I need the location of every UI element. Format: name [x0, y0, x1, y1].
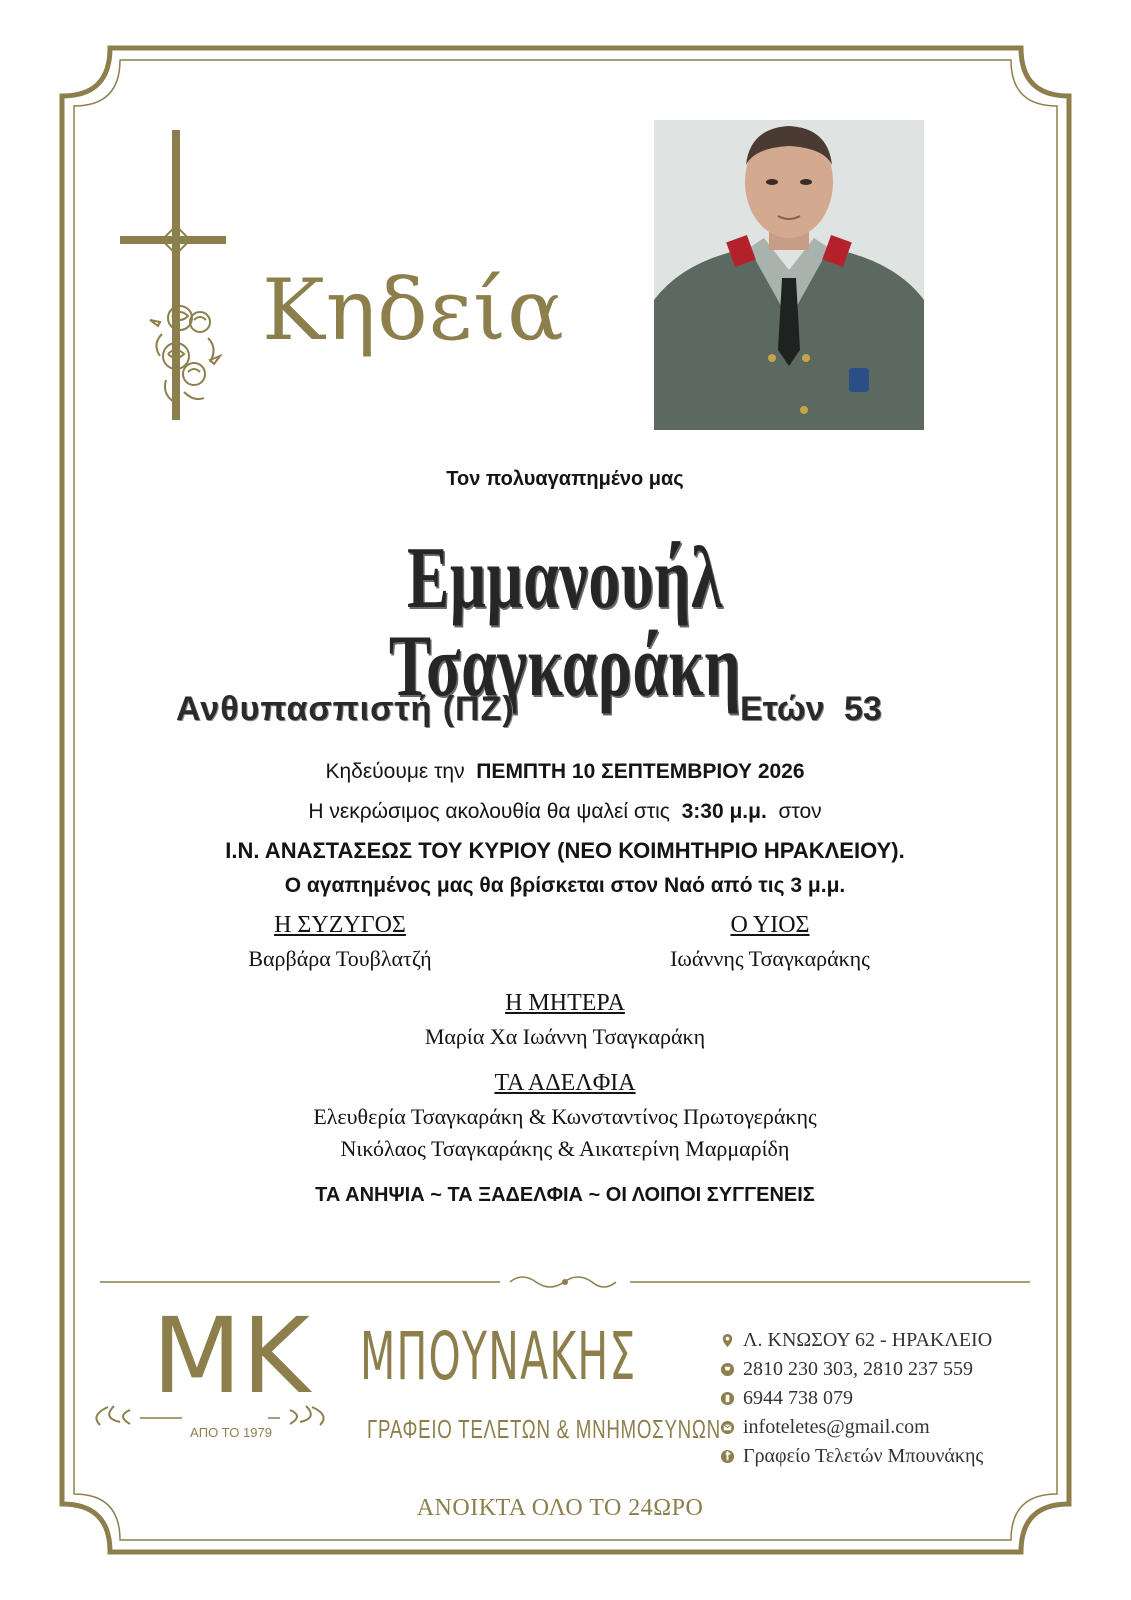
contact-address-text: Λ. ΚΝΩΣΟΥ 62 - ΗΡΑΚΛΕΙΟ [743, 1329, 993, 1351]
contact-facebook[interactable] [720, 1442, 992, 1471]
deceased-age: Ετών 53 [740, 690, 882, 728]
funeral-date-line [130, 760, 1000, 784]
wife-name: Βαρβάρα Τουβλατζή [248, 946, 432, 971]
deceased-portrait [654, 120, 924, 430]
contact-mobile-text: 6944 738 079 [743, 1387, 853, 1409]
service-time: 3:30 μ.μ. [681, 800, 767, 823]
other-relatives: ΤΑ ΑΝΗΨΙΑ ~ ΤΑ ΞΑΔΕΛΦΙΑ ~ ΟΙ ΛΟΙΠΟΙ ΣΥΓΓΕΝΕΙΣ [315, 1184, 815, 1206]
location-pin-icon [720, 1333, 735, 1348]
opening-hours: ΑΝΟΙΚΤΑ ΟΛΟ ΤΟ 24ΩΡΟ [416, 1495, 704, 1521]
service-suffix: στον [778, 800, 822, 823]
contact-email-text[interactable]: infoteletes@gmail.com [743, 1416, 930, 1438]
contact-mobile [720, 1384, 992, 1413]
svg-text:MK: MK [152, 1300, 310, 1417]
contact-phone [720, 1355, 992, 1384]
service-prefix: Η νεκρώσιμος ακολουθία θα ψαλεί στις [308, 800, 670, 823]
company-subtitle: ΓΡΑΦΕΙΟ ΤΕΛΕΤΩΝ & ΜΝΗΜΟΣΥΝΩΝ [367, 1414, 721, 1444]
phone-icon [720, 1362, 735, 1377]
mother-heading: Η ΜΗΤΕΡΑ [505, 990, 625, 1016]
ornament-divider [100, 1270, 1030, 1294]
viewing-info: Ο αγαπημένος μας θα βρίσκεται στον Ναό από τις 3 μ.μ. [284, 874, 846, 897]
mother-name: Μαρία Χα Ιωάννη Τσαγκαράκη [424, 1024, 706, 1049]
funeral-date: ΠΕΜΠΤΗ 10 ΣΕΠΤΕΜΒΡΙΟΥ 2026 [476, 760, 805, 783]
contact-address [720, 1326, 992, 1355]
intro-text: Τον πολυαγαπημένο μας [446, 468, 684, 490]
contact-list [720, 1326, 992, 1471]
contact-facebook-text[interactable]: Γραφείο Τελετών Μπουνάκης [743, 1445, 984, 1467]
siblings-heading: ΤΑ ΑΔΕΛΦΙΑ [494, 1070, 636, 1096]
funeral-date-prefix: Κηδεύουμε την [325, 760, 465, 783]
page-title: Κηδεία [262, 261, 565, 359]
company-name: ΜΠΟΥΝΑΚΗΣ [360, 1318, 637, 1395]
siblings-line: Ελευθερία Τσαγκαράκη & Κωνσταντίνος Πρωτογεράκης [313, 1104, 817, 1129]
deceased-name: Εμμανουήλ Τσαγκαράκη [388, 530, 742, 715]
service-time-line [130, 800, 1000, 824]
contact-email[interactable] [720, 1413, 992, 1442]
son-name: Ιωάννης Τσαγκαράκης [670, 946, 870, 971]
wife-heading: Η ΣΥΖΥΓΟΣ [274, 912, 406, 938]
siblings-line: Νικόλαος Τσαγκαράκης & Αικατερίνη Μαρμαρίδη [340, 1136, 790, 1161]
cross-with-roses-icon [118, 130, 228, 430]
since-year: ΑΠΟ ΤΟ 1979 [190, 1425, 272, 1440]
deceased-rank: Ανθυπασπιστή (ΠΖ) [176, 690, 515, 728]
rank-age-row [160, 690, 960, 740]
son-heading: Ο ΥΙΟΣ [730, 912, 810, 938]
mobile-icon [720, 1391, 735, 1406]
email-icon [720, 1420, 735, 1435]
facebook-icon [720, 1449, 735, 1464]
church-name: Ι.Ν. ΑΝΑΣΤΑΣΕΩΣ ΤΟΥ ΚΥΡΙΟΥ (ΝΕΟ ΚΟΙΜΗΤΗΡΙΟ ΗΡΑΚΛΕΙΟΥ). [225, 838, 905, 863]
contact-phone-text: 2810 230 303, 2810 237 559 [743, 1358, 973, 1380]
